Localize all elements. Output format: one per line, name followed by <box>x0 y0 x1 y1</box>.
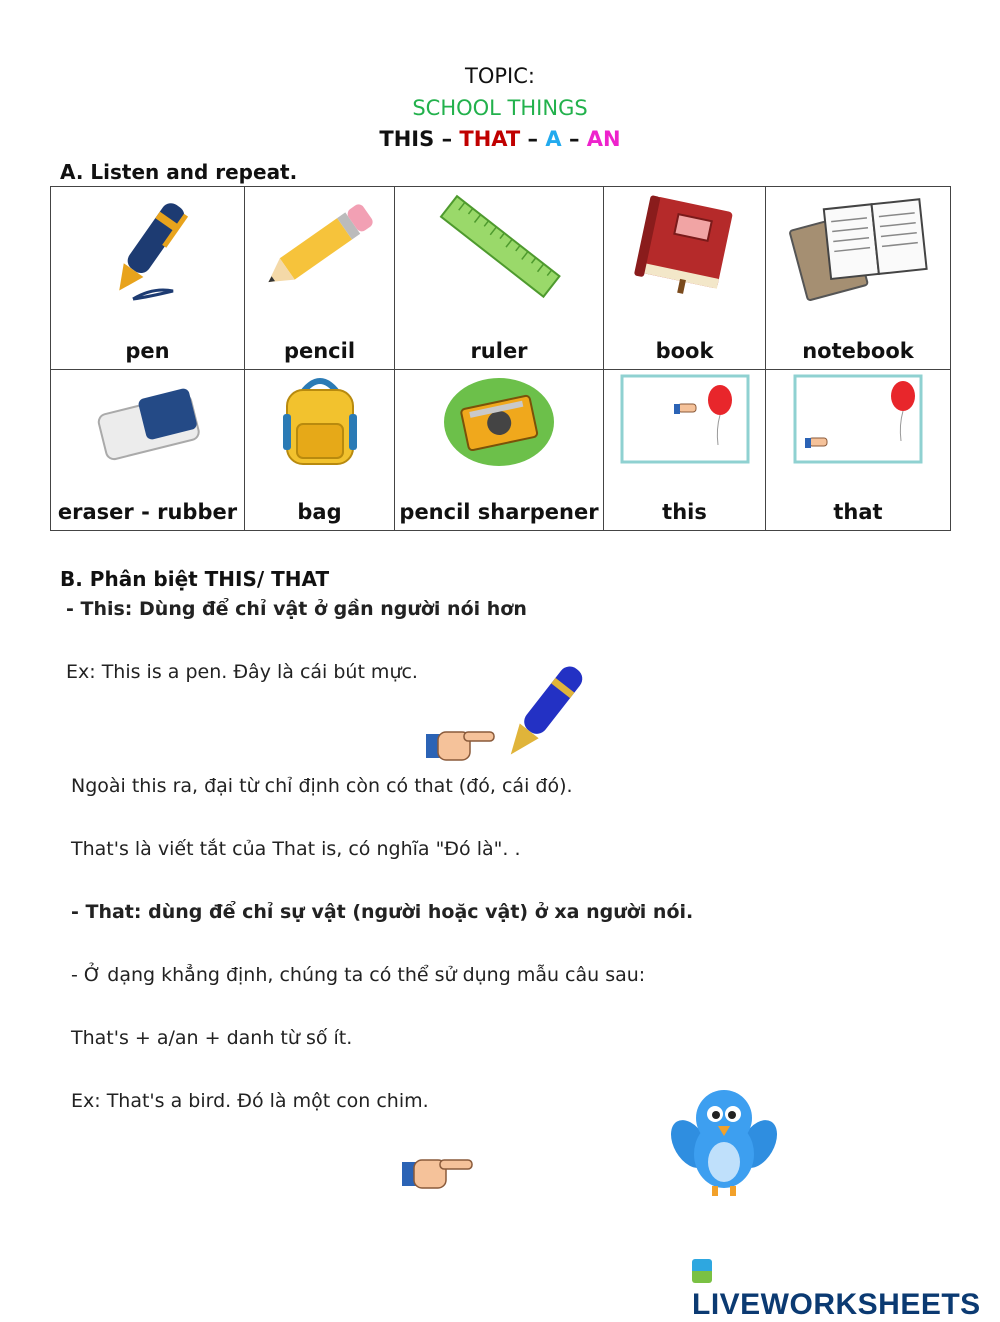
pointing-hand-icon <box>424 718 496 768</box>
vocab-word: book <box>655 339 714 363</box>
logo-text: LIVEWORKSHEETS <box>692 1288 981 1321</box>
topic-title: SCHOOL THINGS <box>412 96 588 120</box>
eraser-icon <box>51 374 244 469</box>
subtitle-a: A <box>545 127 562 151</box>
sentence-pattern: That's + a/an + danh từ số ít. <box>71 1027 353 1049</box>
section-b-title: B. Phân biệt THIS/ THAT <box>60 567 330 591</box>
vocab-word: pencil <box>283 339 356 363</box>
vocab-word: notebook <box>802 339 914 363</box>
thats-abbreviation: That's là viết tắt của That is, có nghĩa "Đó là". . <box>71 838 521 860</box>
that-example: Ex: That's a bird. Đó là một con chim. <box>71 1090 429 1112</box>
this-definition: - This: Dùng để chỉ vật ở gần người nói hơn <box>66 598 527 620</box>
subtitle-dash: – <box>527 127 539 151</box>
pointing-hand-icon <box>400 1146 474 1196</box>
section-a-title: A. Listen and repeat. <box>60 160 298 184</box>
vocab-cell-pen <box>51 187 245 370</box>
this-example: Ex: This is a pen. Đây là cái bút mực. <box>66 661 418 683</box>
pencil-icon <box>245 191 394 301</box>
vocab-word: this <box>662 500 707 524</box>
vocab-cell-ruler <box>395 187 604 370</box>
subtitle-this: THIS <box>379 127 435 151</box>
book-icon <box>604 191 765 301</box>
vocab-cell-sharpener <box>395 370 604 531</box>
bird-icon <box>670 1082 778 1204</box>
that-definition: - That: dùng để chỉ sự vật (người hoặc vật) ở xa người nói. <box>71 901 694 923</box>
notebook-icon <box>766 191 950 306</box>
vocab-word: that <box>833 500 883 524</box>
pen-icon <box>51 191 244 306</box>
subtitle-an: AN <box>586 127 621 151</box>
liveworksheets-mark-icon <box>692 1259 712 1283</box>
vocab-cell-bag <box>245 370 395 531</box>
sharpener-icon <box>395 374 603 469</box>
vocab-cell-notebook <box>766 187 951 370</box>
vocab-word: bag <box>297 500 342 524</box>
vocab-cell-book <box>604 187 766 370</box>
that-illustration <box>766 374 950 464</box>
subtitle-dash: – <box>441 127 453 151</box>
vocab-cell-pencil <box>245 187 395 370</box>
vocab-word: pencil sharpener <box>399 500 599 524</box>
that-intro: Ngoài this ra, đại từ chỉ định còn có that (đó, cái đó). <box>71 775 573 797</box>
subtitle-that: THAT <box>459 127 521 151</box>
topic-subtitle <box>0 127 1000 151</box>
vocabulary-table <box>50 186 951 531</box>
vocab-word: eraser - rubber <box>57 500 238 524</box>
affirmative-note: - Ở dạng khẳng định, chúng ta có thể sử dụng mẫu câu sau: <box>71 964 646 986</box>
liveworksheets-logo <box>692 1254 1000 1322</box>
vocab-cell-this <box>604 370 766 531</box>
this-illustration <box>604 374 765 464</box>
vocab-word: ruler <box>470 339 528 363</box>
topic-label: TOPIC: <box>465 64 535 88</box>
vocab-cell-that <box>766 370 951 531</box>
ruler-icon <box>395 191 603 306</box>
backpack-icon <box>245 374 394 469</box>
vocab-word: pen <box>125 339 170 363</box>
vocab-cell-eraser <box>51 370 245 531</box>
fountain-pen-icon <box>494 656 594 772</box>
subtitle-dash: – <box>568 127 580 151</box>
